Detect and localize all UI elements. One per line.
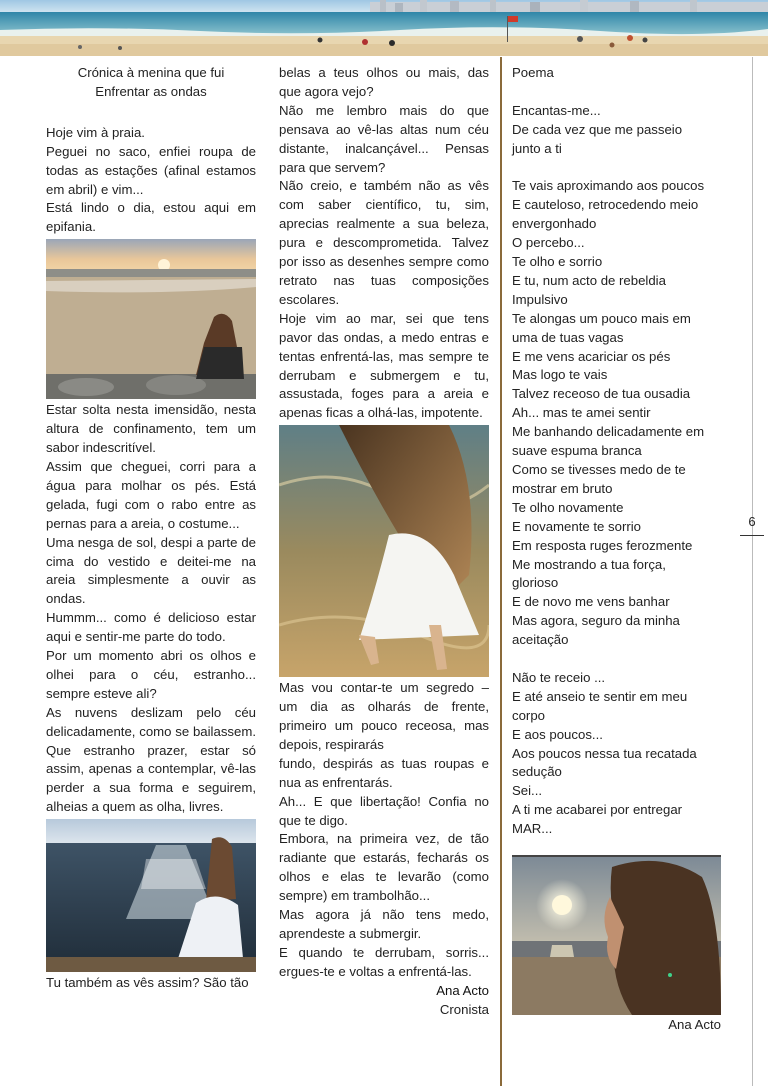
poem-stanza-2	[512, 177, 727, 650]
paragraph: E quando te derrubam, sorris... ergues-te e voltas a enfrentá-las.	[279, 944, 489, 979]
poem-line: Não te receio ...	[512, 669, 606, 685]
poem-stanza-1	[512, 102, 727, 159]
poem-line: Impulsivo	[512, 291, 568, 307]
poem-line: mostrar em bruto	[512, 480, 613, 496]
poem-line: E novamente te sorrio	[512, 518, 642, 534]
poem-line: Mas agora, seguro da minha	[512, 613, 680, 629]
poem-line: Me mostrando a tua força,	[512, 556, 666, 572]
paragraph: Assim que cheguei, corri para a água para molhar os pés. Está gelada, fugi com o rabo entre as pernas para a areia, o costume...	[46, 458, 256, 531]
poem-title: Poema	[512, 65, 554, 80]
poem-line: Te olho e sorrio	[512, 254, 603, 270]
poem-line: envergonhado	[512, 216, 597, 232]
poem-line: Ah... mas te amei sentir	[512, 405, 651, 421]
photo-woman-profile-sunset	[512, 855, 721, 1015]
poem-line: E aos poucos...	[512, 726, 603, 742]
poem-line: Como se tivesses medo de te	[512, 462, 686, 477]
paragraph: fundo, despirás as tuas roupas e nua as enfrentarás.	[279, 755, 489, 790]
photo-girl-wading-water	[279, 425, 489, 677]
paragraph: Mas agora já não tens medo, aprendeste a submergir.	[279, 907, 489, 941]
paragraph: Hoje vim à praia.	[46, 124, 145, 140]
poem-line: Sei...	[512, 783, 543, 799]
paragraph: Por um momento abri os olhos e olhei para o céu, estranho... sempre esteve ali?	[46, 648, 256, 701]
poem-line: uma de tuas vagas	[512, 329, 624, 345]
paragraph: Hoje vim ao mar, sei que tens pavor das ondas, a medo entras e tentas enfrentá-las, mas sempre te derrubam e submergem e tu, assustada, foges para a areia e apenas ficas a olhá-las, impotente.	[279, 310, 489, 421]
poem-line: Em resposta ruges ferozmente	[512, 537, 693, 553]
author-name: Ana Acto	[436, 982, 489, 998]
poem-line: Me banhando delicadamente em	[512, 424, 705, 440]
poem-line: De cada vez que me passeio	[512, 121, 683, 137]
poem-line: Te olho novamente	[512, 499, 624, 515]
poem-line: glorioso	[512, 575, 559, 591]
poem-line: suave espuma branca	[512, 443, 642, 459]
poem-stanza-3	[512, 669, 727, 839]
paragraph: Uma nesga de sol, despi a parte de cima do vestido e deitei-me na areia simplesmente a ouvir as ondas.	[46, 534, 256, 607]
column-cronica-2	[279, 64, 489, 1020]
paragraph: Estar solta nesta imensidão, nesta altura de confinamento, tem um sabor indescritível.	[46, 402, 256, 456]
article-title	[46, 64, 256, 102]
paragraph: Não creio, e também não as vês com saber científico, tu, sim, aprecias realmente a sua beleza, pura e descomprometida. Talvez por isso as desenhes sempre como retrato nas tuas composições escolares.	[279, 178, 489, 307]
poem-line: Encantas-me...	[512, 102, 601, 118]
paragraph: Está lindo o dia, estou aqui em epifania.	[46, 200, 256, 235]
poem-line: sedução	[512, 764, 562, 780]
paragraph: Embora, na primeira vez, de tão radiante que estarás, fecharás os olhos e elas te levarão (como sempre) em trambolhão...	[279, 831, 489, 904]
poem-line: Talvez receoso de tua ousadia	[512, 386, 691, 402]
paragraph: Não me lembro mais do que pensava ao vê-las altas num céu distante, inalcançável... Pensas para que servem?	[279, 102, 489, 175]
poem-line: O percebo...	[512, 235, 585, 251]
poem-line: MAR...	[512, 821, 553, 837]
poem-line: E cauteloso, retrocedendo meio	[512, 197, 699, 213]
photo-girl-white-dress-sea	[46, 819, 256, 972]
poem-line: A ti me acabarei por entregar	[512, 802, 683, 818]
paragraph: Tu também as vês assim? São tão	[46, 975, 249, 991]
poem-line: Te vais aproximando aos poucos	[512, 178, 705, 194]
poem-line: E me vens acariciar os pés	[512, 348, 671, 364]
paragraph: Mas vou contar-te um segredo – um dia as olharás de frente, primeiro um pouco receosa, mas depois, respirarás	[279, 680, 489, 752]
poem-line: Aos poucos nessa tua recatada	[512, 745, 697, 761]
photo-girl-sunset-beach	[46, 239, 256, 399]
poem-line: Te alongas um pouco mais em	[512, 310, 691, 326]
header-beach-banner	[0, 0, 768, 56]
page-number: 6	[748, 514, 756, 529]
poem-line: E tu, num acto de rebeldia	[512, 272, 666, 288]
paragraph: Ah... E que libertação! Confia no que te digo.	[279, 793, 489, 828]
paragraph: belas a teus olhos ou mais, das que agora vejo?	[279, 65, 489, 99]
poem-line: aceitação	[512, 632, 569, 648]
column-cronica-1	[46, 64, 256, 993]
paragraph: Peguei no saco, enfiei roupa de todas as estações (afinal estamos em abril) e vim...	[46, 143, 256, 197]
column-divider-gold	[500, 57, 502, 1086]
article-title-line2: Enfrentar as ondas	[95, 83, 207, 99]
poem-line: Mas logo te vais	[512, 367, 608, 383]
article-title-line1: Crónica à menina que fui	[77, 65, 225, 80]
poem-author: Ana Acto	[668, 1017, 721, 1032]
poem-line: corpo	[512, 707, 545, 723]
author-role: Cronista	[439, 1001, 489, 1017]
paragraph: Hummm... como é delicioso estar aqui e sentir-me parte do todo.	[46, 610, 256, 645]
page-number-underline	[740, 535, 764, 536]
poem-line: E até anseio te sentir em meu	[512, 688, 688, 704]
poem-line: junto a ti	[512, 140, 562, 156]
poem-line: E de novo me vens banhar	[512, 594, 670, 610]
column-poema	[512, 64, 727, 1017]
page-edge-divider	[752, 57, 753, 1086]
paragraph: As nuvens deslizam pelo céu delicadamente, como se bailassem. Que estranho prazer, estar só assim, apenas a contemplar, vê-las perder a sua forma e seguirem, alheias a quem as olha, livres.	[46, 704, 256, 815]
